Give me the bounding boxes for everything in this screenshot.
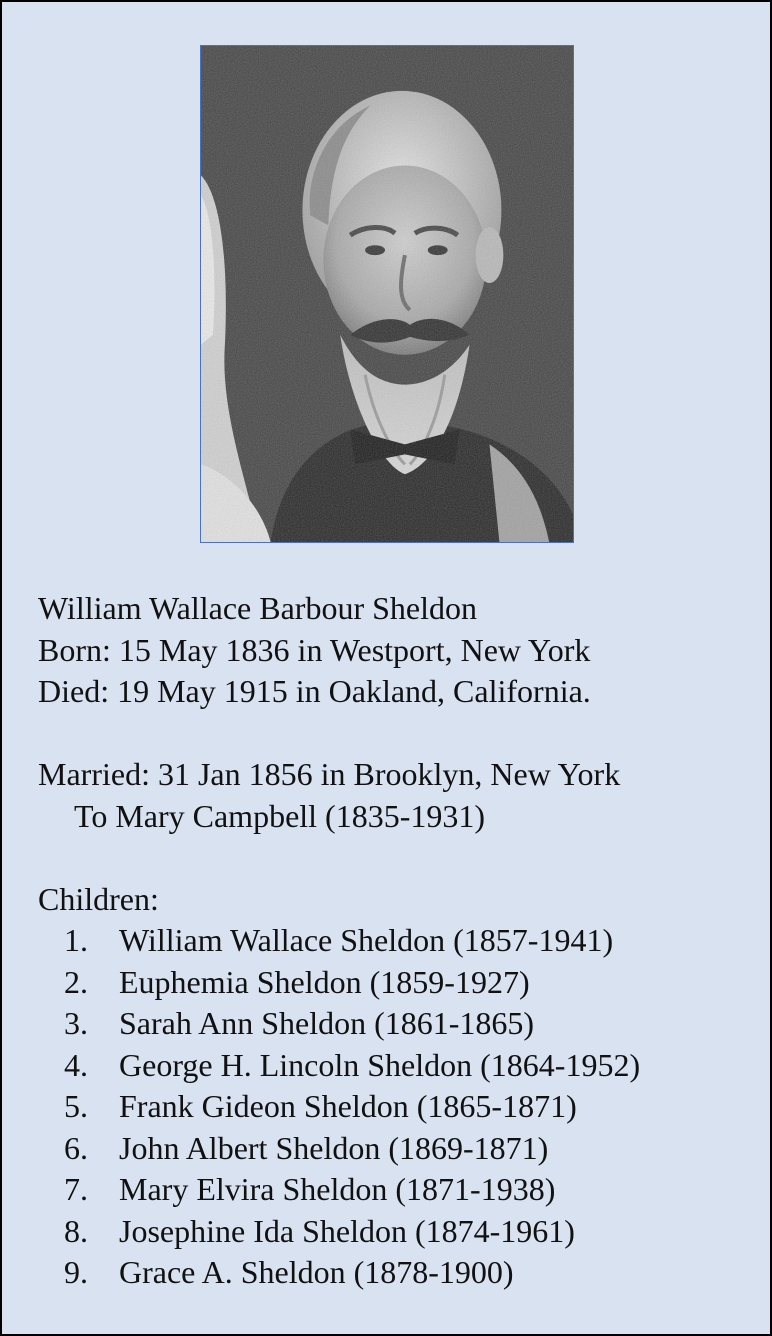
- list-number: 2.: [64, 963, 88, 1000]
- portrait-image: [201, 46, 573, 542]
- marriage-info: Married: 31 Jan 1856 in Brooklyn, New York: [38, 756, 621, 792]
- spacer: [38, 837, 640, 879]
- list-item: [38, 1169, 640, 1211]
- death-info: Died: 19 May 1915 in Oakland, California.: [38, 673, 591, 709]
- spouse-info: To Mary Campbell (1835-1931): [74, 797, 486, 834]
- list-number: 3.: [64, 1005, 88, 1041]
- list-item: [38, 920, 640, 962]
- children-list: [38, 920, 640, 1294]
- child-name: Frank Gideon Sheldon (1865-1871): [119, 1088, 577, 1124]
- person-name: William Wallace Barbour Sheldon: [38, 590, 477, 626]
- portrait-photo: [200, 45, 574, 543]
- list-number: 7.: [64, 1171, 88, 1207]
- child-name: Grace A. Sheldon (1878-1900): [119, 1254, 514, 1290]
- list-item: [38, 1128, 640, 1170]
- child-name: John Albert Sheldon (1869-1871): [119, 1129, 549, 1166]
- list-number: 4.: [64, 1046, 88, 1083]
- child-name: George H. Lincoln Sheldon (1864-1952): [119, 1046, 641, 1083]
- list-item: [38, 1211, 640, 1253]
- list-item: [38, 1086, 640, 1128]
- birth-info: Born: 15 May 1836 in Westport, New York: [38, 631, 591, 668]
- list-item: [38, 1045, 640, 1087]
- list-item: [38, 1252, 640, 1294]
- child-name: Josephine Ida Sheldon (1874-1961): [119, 1212, 575, 1249]
- children-heading: Children:: [38, 880, 159, 917]
- list-item: [38, 1003, 640, 1045]
- list-number: 9.: [64, 1254, 88, 1290]
- biography-text: [38, 588, 640, 1294]
- list-number: 8.: [64, 1212, 88, 1249]
- spacer: [38, 713, 640, 755]
- list-number: 6.: [64, 1129, 88, 1166]
- list-number: 1.: [64, 922, 88, 958]
- child-name: Sarah Ann Sheldon (1861-1865): [119, 1005, 535, 1041]
- list-item: [38, 962, 640, 1004]
- child-name: Euphemia Sheldon (1859-1927): [119, 963, 530, 1000]
- child-name: Mary Elvira Sheldon (1871-1938): [119, 1171, 556, 1207]
- list-number: 5.: [64, 1088, 88, 1124]
- child-name: William Wallace Sheldon (1857-1941): [119, 922, 614, 958]
